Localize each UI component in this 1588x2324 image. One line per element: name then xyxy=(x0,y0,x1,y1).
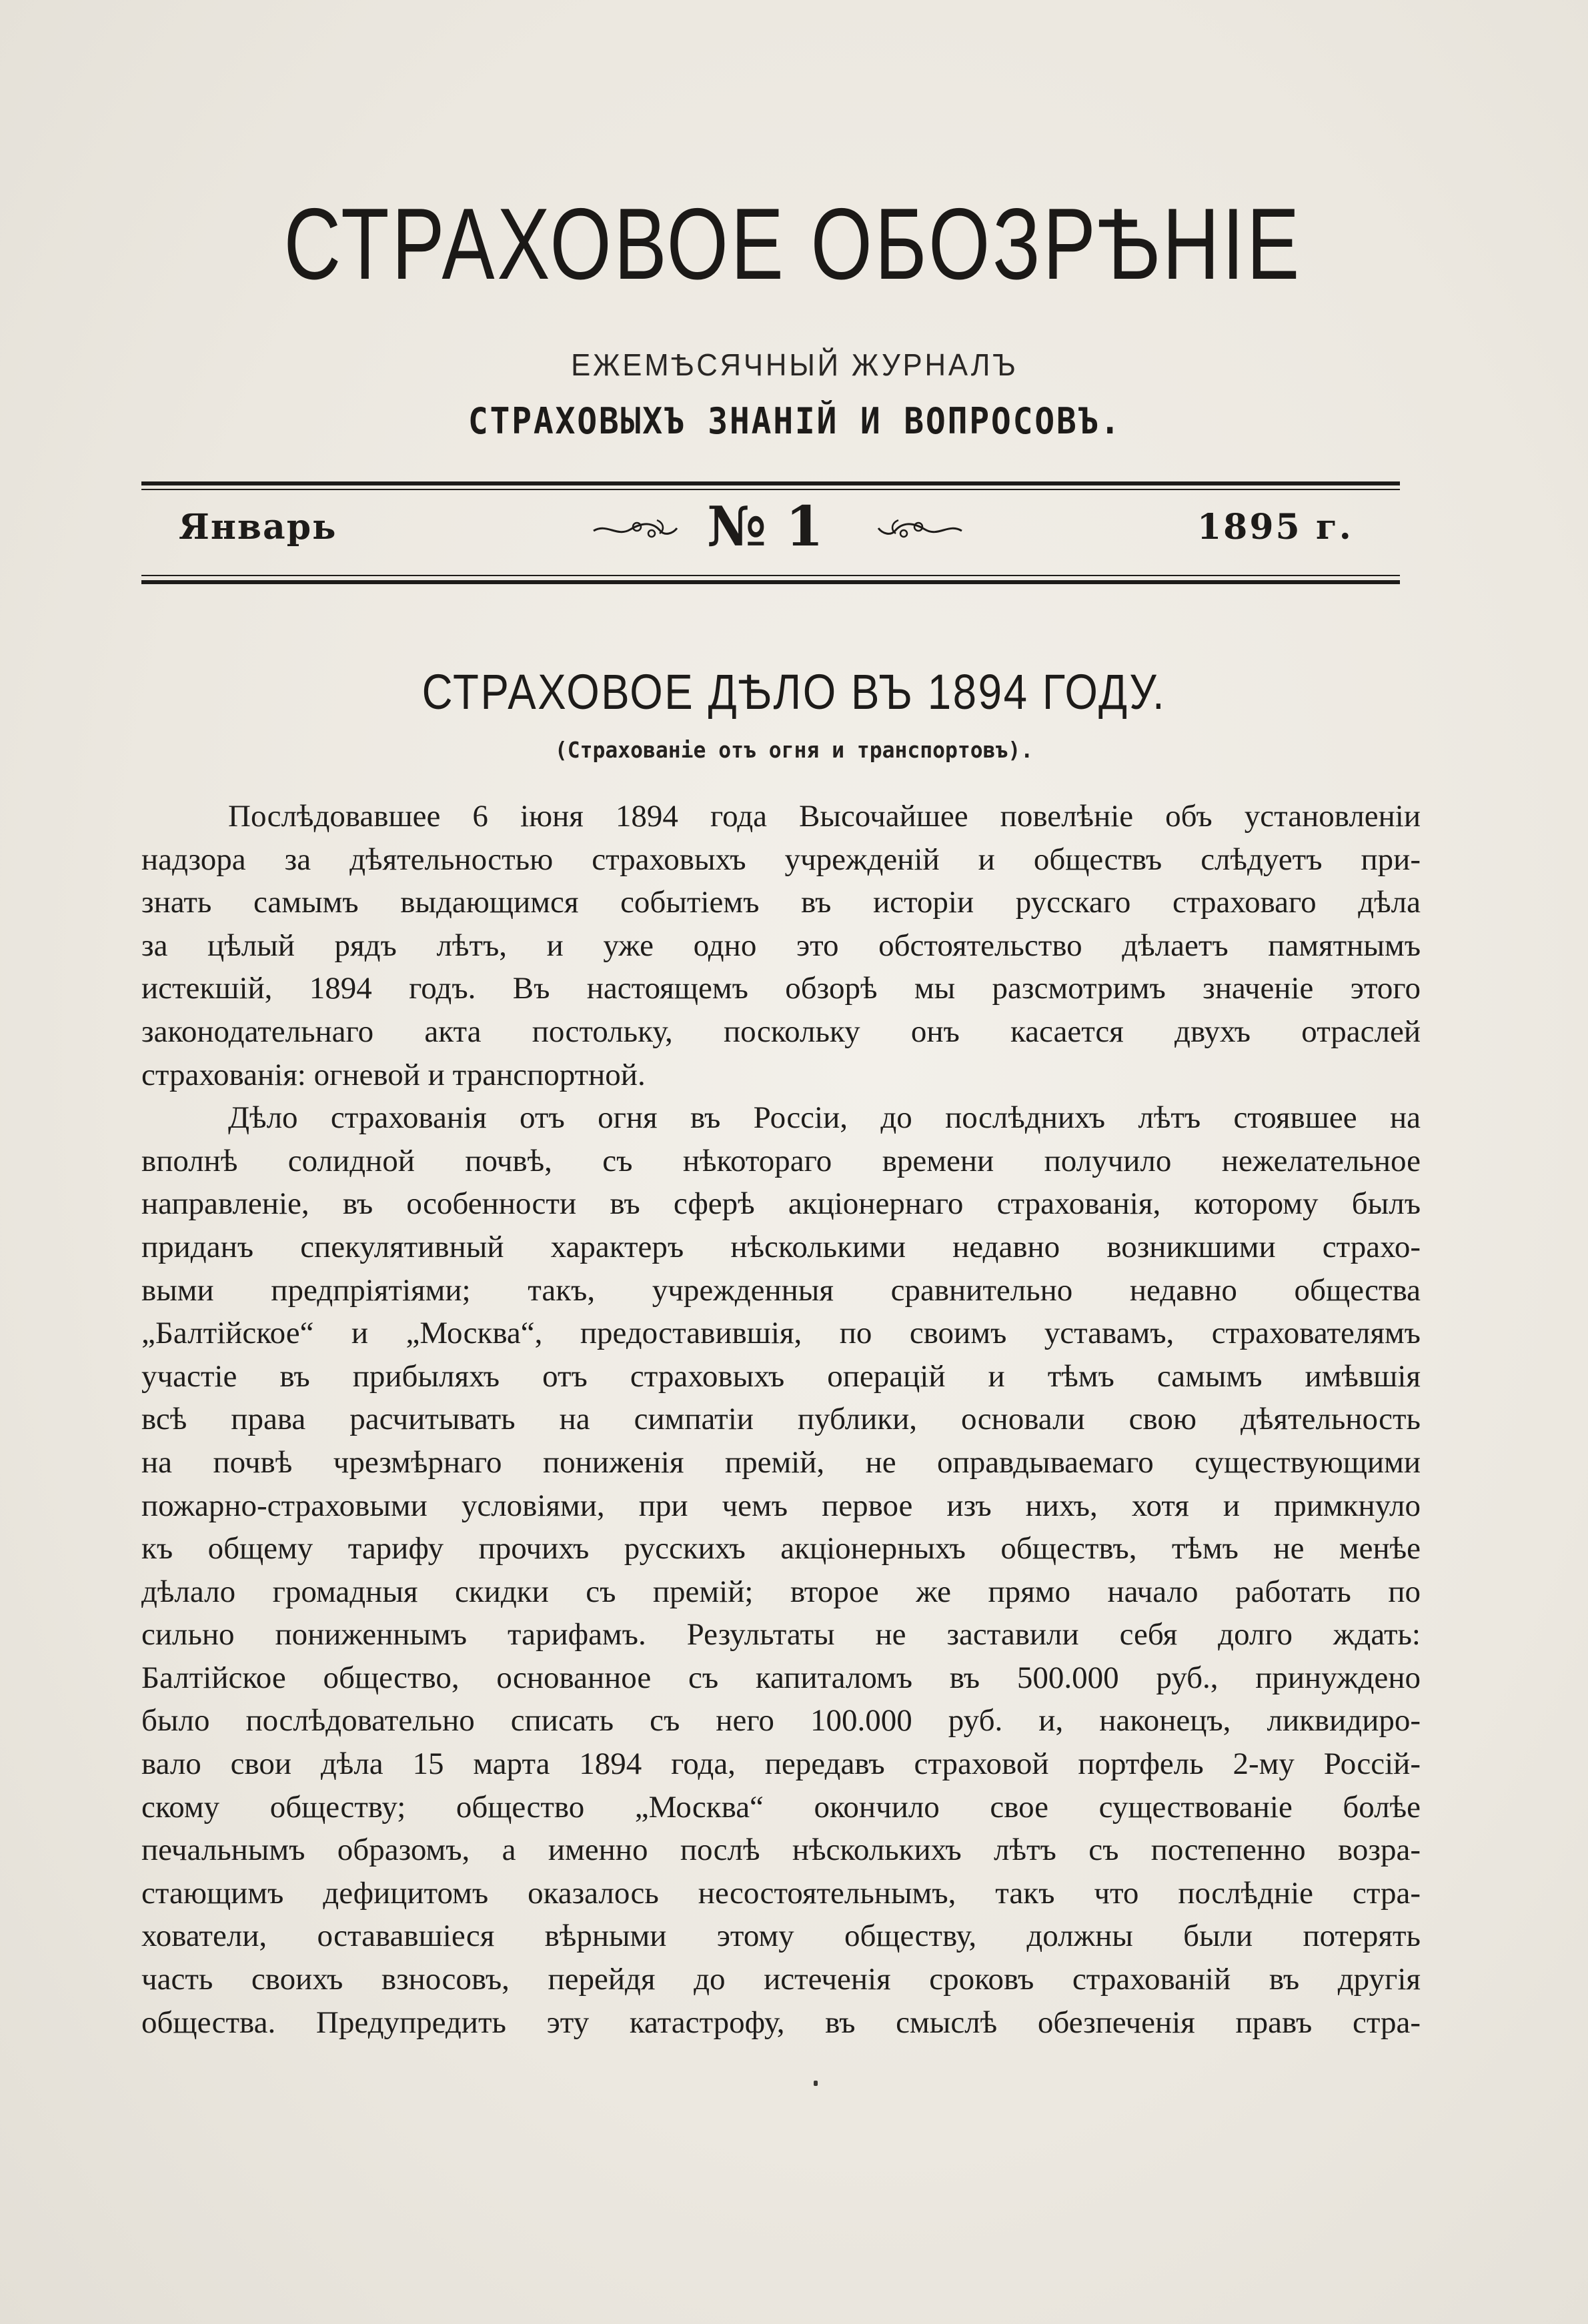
issue-number: № 1 xyxy=(707,495,824,559)
issue-month: Январь xyxy=(179,507,337,547)
journal-title: СТРАХОВОЕ ОБОЗРѢНІЕ xyxy=(283,187,1303,301)
body-line: приданъ спекулятивный характеръ нѣсколькими недавно возникшими страхо- xyxy=(141,1229,1421,1264)
right-flourish-icon xyxy=(875,513,965,547)
body-line: Послѣдовавшее 6 іюня 1894 года Высочайшее повелѣніе объ установленіи xyxy=(228,799,1421,834)
body-line: было послѣдовательно списать съ него 100.000 руб. и, наконецъ, ликвидиро- xyxy=(141,1703,1421,1738)
header-bottom-rule-thin xyxy=(141,575,1400,576)
body-line: Дѣло страхованія отъ огня въ Россіи, до послѣднихъ лѣтъ стоявшее на xyxy=(228,1100,1421,1136)
body-line: къ общему тарифу прочихъ русскихъ акціонерныхъ обществъ, тѣмъ не менѣе xyxy=(141,1531,1421,1566)
body-line: на почвѣ чрезмѣрнаго пониженія премій, не оправдываемаго существующими xyxy=(141,1444,1421,1480)
body-line: страхованія: огневой и транспортной. xyxy=(141,1057,646,1092)
body-line: знать самымъ выдающимся событіемъ въ исторіи русскаго страховаго дѣла xyxy=(141,885,1421,920)
body-line: скому обществу; общество „Москва“ окончило свое существованіе болѣе xyxy=(141,1789,1421,1825)
article-body xyxy=(141,795,1421,2044)
body-line: направленіе, въ особенности въ сферѣ акціонернаго страхованія, которому былъ xyxy=(141,1186,1421,1222)
body-line: дѣлало громадныя скидки съ премій; второе же прямо начало работать по xyxy=(141,1574,1421,1609)
body-line: печальнымъ образомъ, а именно послѣ нѣсколькихъ лѣтъ съ постепенно возра- xyxy=(141,1833,1421,1868)
journal-subtitle-topic: СТРАХОВЫХЪ ЗНАНІЙ И ВОПРОСОВЪ. xyxy=(468,400,1122,442)
body-line: вполнѣ солидной почвѣ, съ нѣкотораго времени получило нежелательное xyxy=(141,1143,1421,1178)
body-line: за цѣлый рядъ лѣтъ, и уже одно это обстоятельство дѣлаетъ памятнымъ xyxy=(141,928,1421,963)
body-line: пожарно-страховыми условіями, при чемъ первое изъ нихъ, хотя и примкнуло xyxy=(141,1488,1421,1523)
body-line: Балтійское общество, основанное съ капиталомъ въ 500.000 руб., принуждено xyxy=(141,1660,1421,1695)
header-top-rule-thin xyxy=(141,489,1400,490)
body-line: всѣ права расчитывать на симпатіи публики, основали свою дѣятельность xyxy=(141,1402,1421,1437)
article-subtitle: (Страхованіе отъ огня и транспортовъ). xyxy=(554,737,1034,763)
body-line: хователи, остававшіеся вѣрными этому обществу, должны были потерять xyxy=(141,1919,1421,1954)
body-line: выми предпріятіями; такъ, учрежденныя сравнительно недавно общества xyxy=(141,1272,1421,1308)
body-line: „Балтійское“ и „Москва“, предоставившія, по своимъ уставамъ, страхователямъ xyxy=(141,1316,1421,1351)
left-flourish-icon xyxy=(590,513,680,547)
body-line: вало свои дѣла 15 марта 1894 года, передавъ страховой портфель 2-му Россій- xyxy=(141,1747,1421,1782)
body-line: сильно пониженнымъ тарифамъ. Результаты не заставили себя долго ждать: xyxy=(141,1617,1421,1652)
body-line: истекшій, 1894 годъ. Въ настоящемъ обзорѣ мы разсмотримъ значеніе этого xyxy=(141,971,1421,1006)
header-top-rule-thick xyxy=(141,481,1400,485)
body-line: общества. Предупредить эту катастрофу, въ смыслѣ обезпеченія правъ стра- xyxy=(141,2005,1421,2040)
body-line: законодательнаго акта постольку, поскольку онъ касается двухъ отраслей xyxy=(141,1014,1421,1049)
body-line: часть своихъ взносовъ, перейдя до истеченія сроковъ страхованій въ другія xyxy=(141,1962,1421,1997)
body-line: стающимъ дефицитомъ оказалось несостоятельнымъ, такъ что послѣдніе стра- xyxy=(141,1875,1421,1911)
journal-subtitle-monthly: ЕЖЕМѢСЯЧНЫЙ ЖУРНАЛЪ xyxy=(571,347,1018,382)
body-line: участіе въ прибыляхъ отъ страховыхъ операцій и тѣмъ самымъ имѣвшія xyxy=(141,1358,1421,1394)
issue-year: 1895 г. xyxy=(1197,507,1353,547)
ink-speck xyxy=(814,2081,818,2086)
article-title: СТРАХОВОЕ ДѢЛО ВЪ 1894 ГОДУ. xyxy=(422,664,1166,720)
header-bottom-rule-thick xyxy=(141,580,1400,584)
body-line: надзора за дѣятельностью страховыхъ учрежденій и обществъ слѣдуетъ при- xyxy=(141,842,1421,877)
